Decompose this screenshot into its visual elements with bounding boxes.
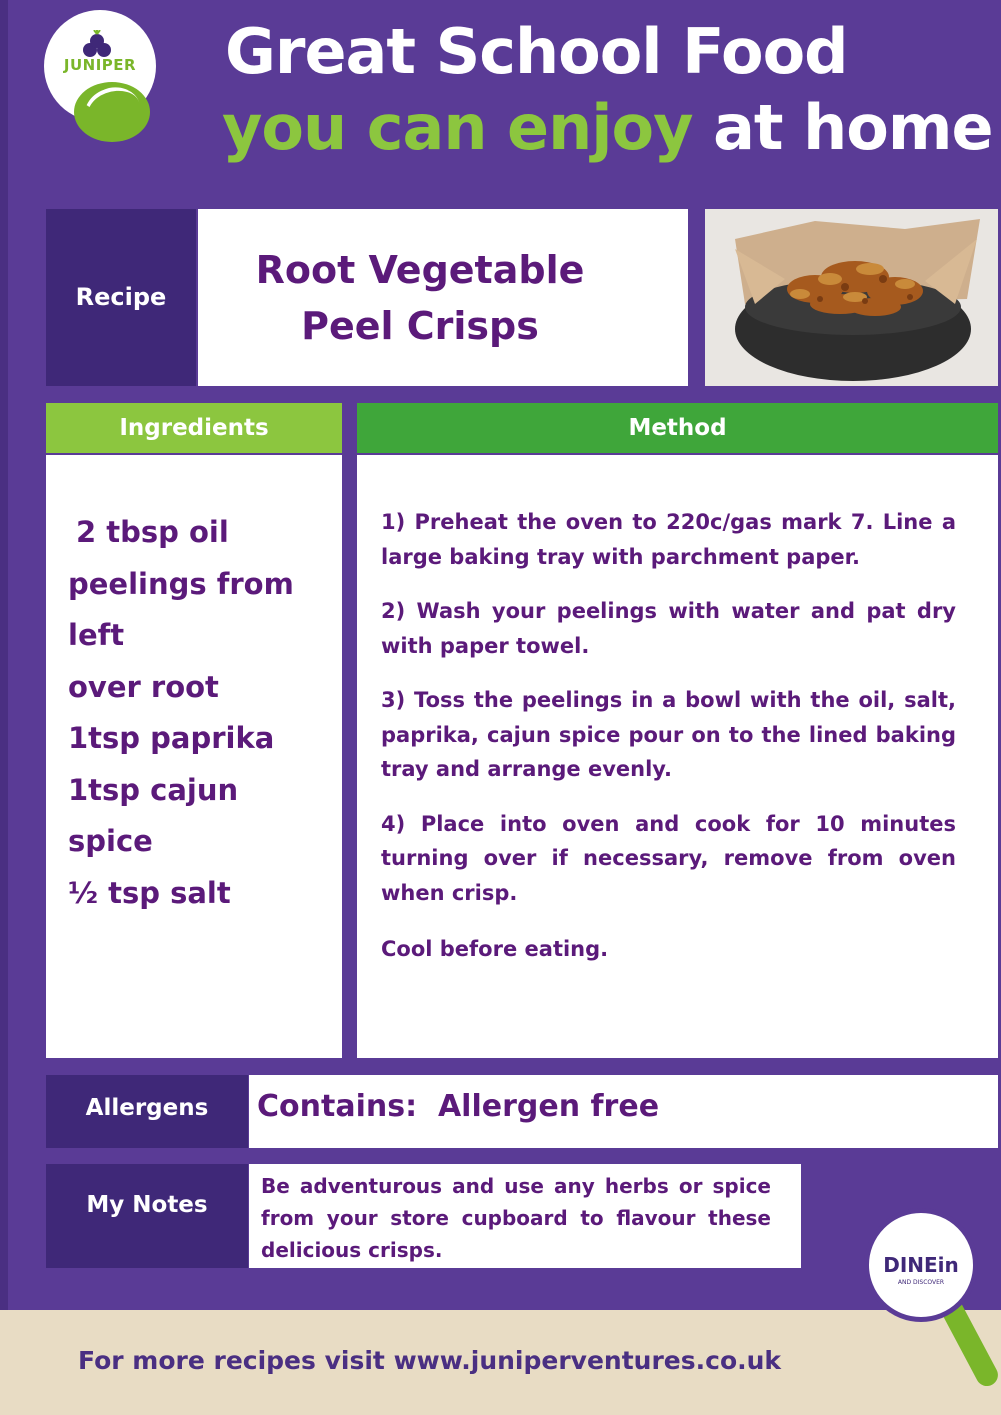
recipe-title-panel xyxy=(198,209,688,386)
method-header xyxy=(357,403,998,453)
allergens-label: Allergens xyxy=(85,1095,209,1121)
ingredients-title: Ingredients xyxy=(119,415,269,441)
dine-in-badge xyxy=(864,1208,978,1322)
ingredient-item: spice xyxy=(68,824,153,858)
logo-ball-icon xyxy=(74,82,150,142)
ingredients-panel xyxy=(46,455,342,1058)
dine-in-subtext: AND DISCOVER xyxy=(897,1279,945,1286)
footer xyxy=(0,1310,1001,1415)
notes-text: Be adventurous and use any herbs or spice from your store cupboard to flavour these delicious crisps. xyxy=(261,1174,771,1262)
footer-link-text[interactable]: For more recipes visit www.juniperventures.co.uk xyxy=(78,1346,782,1375)
title-white-part: at home xyxy=(692,91,993,164)
recipe-photo xyxy=(705,209,998,386)
recipe-label-panel xyxy=(46,209,196,386)
allergens-text: Contains: Allergen free xyxy=(257,1089,660,1124)
logo-text: JUNIPER xyxy=(63,56,137,74)
method-panel xyxy=(357,455,998,1058)
method-step: 4) Place into oven and cook for 10 minutes turning over if necessary, remove from oven when crisp. xyxy=(381,811,956,905)
dine-in-logo-text: DINEin xyxy=(883,1253,959,1277)
page-title-line2 xyxy=(222,90,993,166)
page-title-line1: Great School Food xyxy=(225,15,848,88)
method-step: 1) Preheat the oven to 220c/gas mark 7. Line a large baking tray with parchment paper. xyxy=(381,510,956,569)
ingredient-item: ½ tsp salt xyxy=(68,875,231,910)
allergens-panel xyxy=(249,1075,998,1148)
ingredient-item: 1tsp cajun xyxy=(68,772,239,807)
method-steps xyxy=(381,505,956,987)
left-edge-stripe xyxy=(0,0,8,1310)
ingredient-item: 2 tbsp oil xyxy=(76,515,229,549)
notes-panel xyxy=(249,1164,801,1268)
method-title: Method xyxy=(628,415,727,441)
notes-label-panel xyxy=(46,1164,248,1268)
recipe-name-line1: Root Vegetable xyxy=(255,248,585,292)
title-green-part: you can enjoy xyxy=(222,91,693,164)
crisps-bowl-image xyxy=(705,209,998,386)
allergens-label-panel xyxy=(46,1075,248,1148)
method-step: 2) Wash your peelings with water and pat dry with paper towel. xyxy=(381,599,956,658)
recipe-label: Recipe xyxy=(75,283,167,311)
ingredient-item: peelings from xyxy=(68,566,294,601)
ingredients-header xyxy=(46,403,342,453)
notes-label: My Notes xyxy=(86,1192,208,1218)
ingredient-item: left xyxy=(68,618,125,652)
method-step: 3) Toss the peelings in a bowl with the oil, salt, paprika, cajun spice pour on to the lined baking tray and arrange evenly. xyxy=(381,688,956,781)
ingredient-item: 1tsp paprika xyxy=(68,721,275,755)
method-closing: Cool before eating. xyxy=(381,937,609,961)
recipe-name-line2: Peel Crisps xyxy=(301,304,539,348)
ingredients-list xyxy=(68,507,338,919)
ingredient-item: over root xyxy=(68,669,219,704)
